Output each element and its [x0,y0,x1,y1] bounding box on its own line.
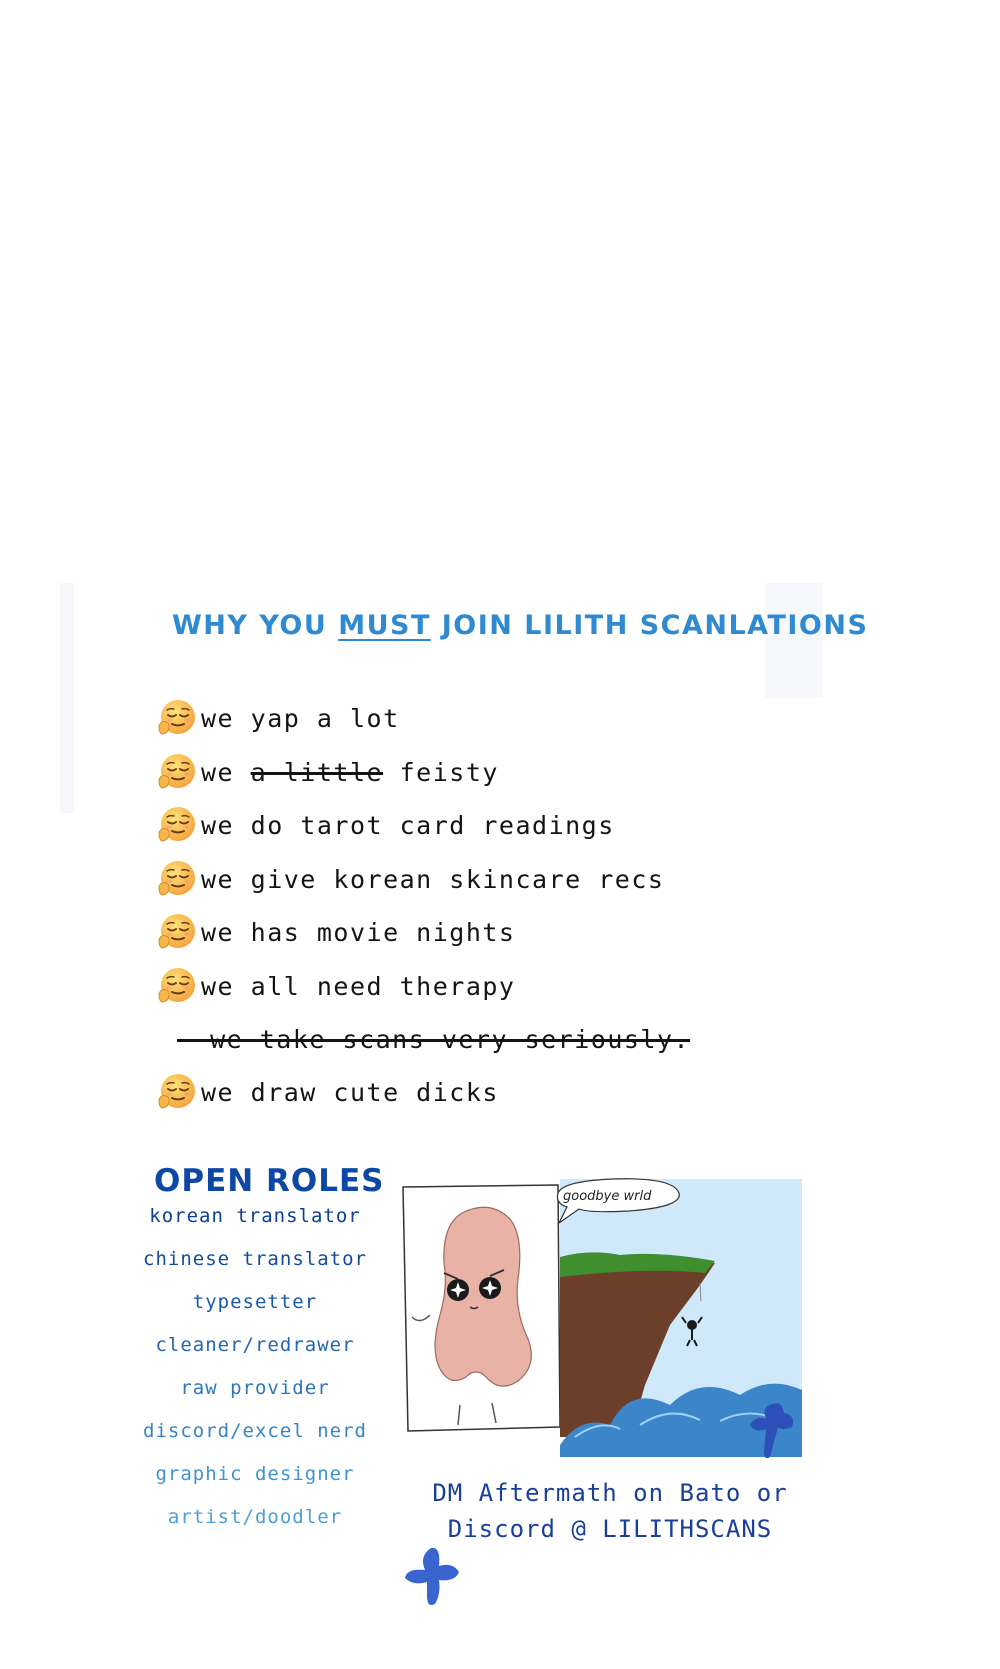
reason-text: we give korean skincare recs [201,864,665,894]
list-item [157,695,400,741]
page-title [172,610,868,641]
list-item-struck: - we take scans very seriously. [177,1024,691,1054]
relieved-face-emoji-icon [157,752,197,792]
reason-text: we has movie nights [201,917,516,947]
list-item [157,749,499,795]
list-item [157,856,664,902]
relieved-face-emoji-icon [157,698,197,738]
background-panel-left [60,583,74,813]
relieved-face-emoji-icon [157,912,197,952]
title-after: JOIN LILITH SCANLATIONS [430,610,869,641]
role-item: artist/doodler [167,1506,343,1528]
relieved-face-emoji-icon [157,805,197,845]
role-item: typesetter [192,1291,318,1313]
title-before: WHY YOU [172,610,339,641]
title-emphasis: MUST [338,610,431,641]
reason-suffix: feisty [383,757,499,787]
contact-line-2: Discord @ LILITHSCANS [447,1515,773,1543]
reason-text: we yap a lot [201,703,400,733]
reason-text: we all need therapy [201,971,516,1001]
list-item [157,963,515,1009]
reason-text: we draw cute dicks [201,1077,499,1107]
reason-prefix: we [201,757,251,787]
list-item [157,1069,499,1115]
role-item: korean translator [149,1205,361,1227]
speech-bubble-text: goodbye wrld [563,1189,652,1204]
role-item: graphic designer [155,1463,355,1485]
relieved-face-emoji-icon [157,1072,197,1112]
contact-text [425,1475,795,1547]
list-item [157,802,615,848]
relieved-face-emoji-icon [157,859,197,899]
reason-struck-text: a little [250,757,384,787]
blue-star-icon [403,1546,465,1608]
role-item: cleaner/redrawer [155,1334,355,1356]
reason-text: we do tarot card readings [201,810,615,840]
role-item: discord/excel nerd [143,1420,367,1442]
relieved-face-emoji-icon [157,966,197,1006]
role-item: chinese translator [143,1248,367,1270]
contact-line-1: DM Aftermath on Bato or [432,1479,788,1507]
list-item [157,909,515,955]
role-item: raw provider [180,1377,330,1399]
comic-illustration [400,1175,810,1495]
open-roles-title: OPEN ROLES [154,1163,385,1199]
